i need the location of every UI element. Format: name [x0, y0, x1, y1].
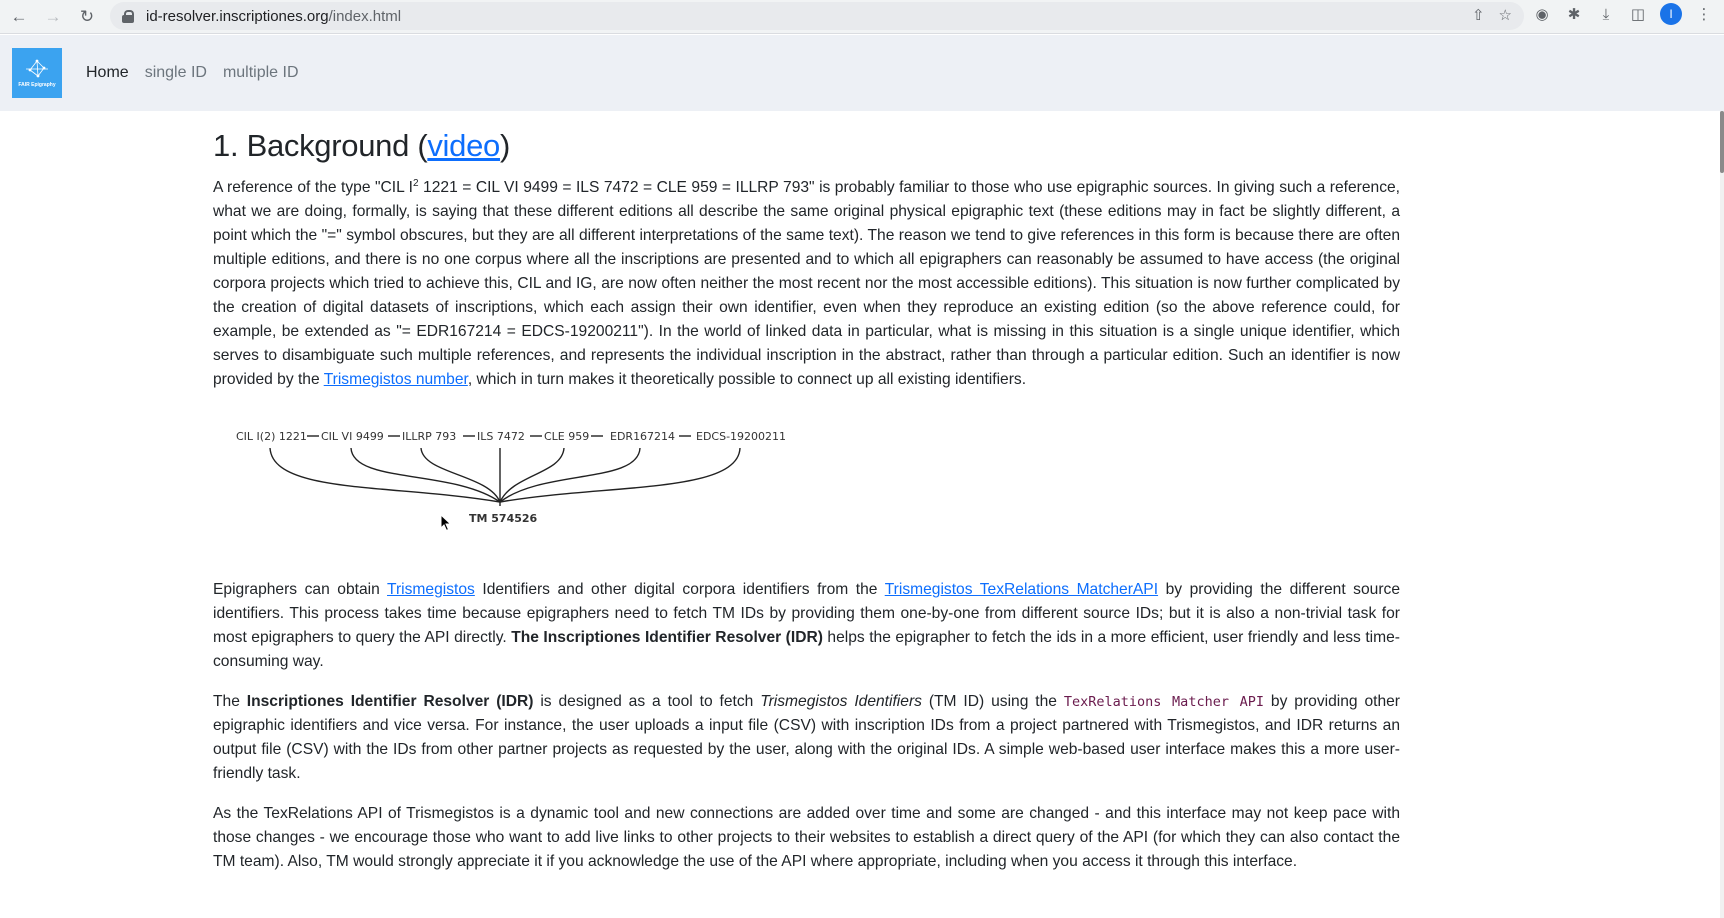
texrelations-matcher-link[interactable]: Trismegistos TexRelations MatcherAPI — [884, 581, 1159, 599]
diagram-id-edr: EDR167214 — [610, 430, 676, 444]
p2-idr-bold: The Inscriptiones Identifier Resolver (IDR) — [511, 629, 823, 647]
url-path: /index.html — [328, 7, 402, 25]
nav-multiple-id[interactable]: multiple ID — [222, 64, 299, 81]
mouse-cursor-icon — [440, 514, 452, 532]
site-navbar — [0, 35, 1724, 111]
paragraph-idr-design — [213, 690, 1400, 786]
diagram-id-cil-i2: CIL I(2) 1221 — [236, 430, 307, 444]
p2-text-a: Epigraphers can obtain — [213, 581, 388, 599]
nav-single-id[interactable]: single ID — [144, 64, 207, 81]
diagram-id-cle: CLE 959 — [544, 430, 590, 444]
nav-home[interactable]: Home — [86, 64, 129, 81]
paragraph-background — [213, 172, 1400, 392]
share-icon[interactable]: ⇧ — [1471, 7, 1485, 24]
title-prefix: 1. Background ( — [213, 128, 428, 163]
p1-text-c: , which in turn makes it theoretically possible to connect up all existing identifiers. — [467, 371, 1027, 389]
paragraph-api-dynamic: As the TexRelations API of Trismegistos is a dynamic tool and new connections are added over time and some are changed - and this interface may not keep pace with those changes - we encourage those who want to add live links to other projects to their websites to establish a direct query of the API (for which they can also contact the TM team). Also, TM would strongly appreciate it if you acknowledge the use of the API where appropriate, including when you access it through this interface. — [213, 805, 1400, 871]
address-bar[interactable] — [110, 2, 1524, 30]
extension-icon[interactable]: ◉ — [1535, 6, 1549, 23]
p2-text-b: Identifiers and other digital corpora identifiers from the — [474, 581, 885, 599]
profile-avatar[interactable]: I — [1660, 3, 1682, 25]
diagram-id-edcs: EDCS-19200211 — [696, 430, 787, 444]
p3-idr-bold: Inscriptiones Identifier Resolver (IDR) — [246, 693, 534, 711]
nav-links — [86, 64, 307, 82]
p1-text-b: 1221 = CIL VI 9499 = ILS 7472 = CLE 959 = ILLRP 793" is probably familiar to those who use epigraphic sources. In giving such a reference, what we are doing, formally, is saying that these different editions all describe the same original physical epigraphic text (these editions may in fact be slightly different, a point which the "=" symbol obscures, but they are all different interpretations of the same text). The reason we tend to give references in this form is because there are often multiple editions, and there is no one corpus where all the inscriptions are presented and to which all epigraphers can reasonably be assumed to have access (the original corpora projects which tried to achieve this, CIL and IG, are now often neither the most recent nor the most accessible editions). This situation is now further complicated by the creation of digital datasets of inscriptions, which each assign their own identifier, even when they reproduce an existing edition (so the above reference could, for example, be extended as "= EDR167214 = EDCS-19200211"). In the world of linked data in particular, what is missing in this situation is a single unique identifier, which serves to disambiguate such multiple references, and represents the individual inscription in the abstract, rather than through a particular edition. Such an identifier is now provided by the — [213, 179, 1400, 389]
p3-api-code: TexRelations Matcher API — [1063, 694, 1265, 711]
identifier-diagram-svg — [213, 414, 833, 554]
identifier-diagram — [213, 414, 833, 554]
trismegistos-link[interactable]: Trismegistos — [387, 581, 475, 599]
p2-text-c: by providing the different source identifiers. This process takes time because epigraphers need to fetch TM IDs by providing them one-by-one from different source IDs; but it is also a non-trivial task for most epigraphers to query the API directly. — [213, 581, 1400, 647]
menu-kebab-icon[interactable]: ⋮ — [1696, 6, 1712, 23]
p3-text-d: by providing other epigraphic identifiers and vice versa. For instance, the user uploads a input file (CSV) with inscription IDs from a project partnered with Trismegistos, and IDR returns an output file (CSV) with the IDs from other partner projects as requested by the user, along with the original IDs. A simple web-based user interface makes this a more user-friendly task. — [213, 693, 1400, 783]
scrollbar-track[interactable] — [1720, 111, 1724, 918]
browser-toolbar — [0, 0, 1724, 34]
forward-icon[interactable]: → — [44, 6, 62, 26]
side-panel-icon[interactable]: ◫ — [1630, 6, 1646, 23]
diagram-tm-number: TM 574526 — [469, 512, 538, 526]
p1-superscript: 2 — [413, 178, 419, 189]
trismegistos-number-link[interactable]: Trismegistos number — [323, 371, 468, 389]
scrollbar-thumb[interactable] — [1720, 111, 1724, 173]
logo-text: FAIR Epigraphy — [18, 82, 56, 88]
p2-text-d: helps the epigrapher to fetch the ids in a more efficient, user friendly and less time-consuming way. — [213, 629, 1401, 671]
title-suffix: ) — [499, 128, 511, 163]
site-logo[interactable] — [12, 48, 62, 98]
reload-icon[interactable]: ↻ — [79, 6, 95, 26]
diagram-id-illrp: ILLRP 793 — [402, 430, 457, 444]
video-link[interactable]: video — [427, 128, 500, 163]
p1-text-a: A reference of the type "CIL I — [213, 179, 414, 197]
network-logo-icon — [24, 58, 50, 80]
url-host: id-resolver.inscriptiones.org — [146, 7, 329, 25]
p3-tm-italic: Trismegistos Identifiers — [760, 693, 922, 711]
p3-text-b: is designed as a tool to fetch — [533, 693, 761, 711]
diagram-id-cil-vi: CIL VI 9499 — [321, 430, 384, 444]
p3-text-a: The — [213, 693, 247, 711]
puzzle-icon[interactable]: ✱ — [1567, 6, 1581, 23]
diagram-connectors — [270, 436, 740, 506]
main-content — [213, 122, 1400, 874]
section-title — [213, 122, 1400, 170]
p3-text-c: (TM ID) using the — [921, 693, 1064, 711]
paragraph-obtain-ids — [213, 578, 1400, 674]
download-icon[interactable]: ⤓ — [1602, 5, 1610, 23]
lock-icon[interactable] — [122, 10, 134, 23]
bookmark-star-icon[interactable]: ☆ — [1498, 7, 1512, 24]
diagram-id-ils: ILS 7472 — [477, 430, 525, 444]
back-icon[interactable]: ← — [10, 6, 28, 26]
